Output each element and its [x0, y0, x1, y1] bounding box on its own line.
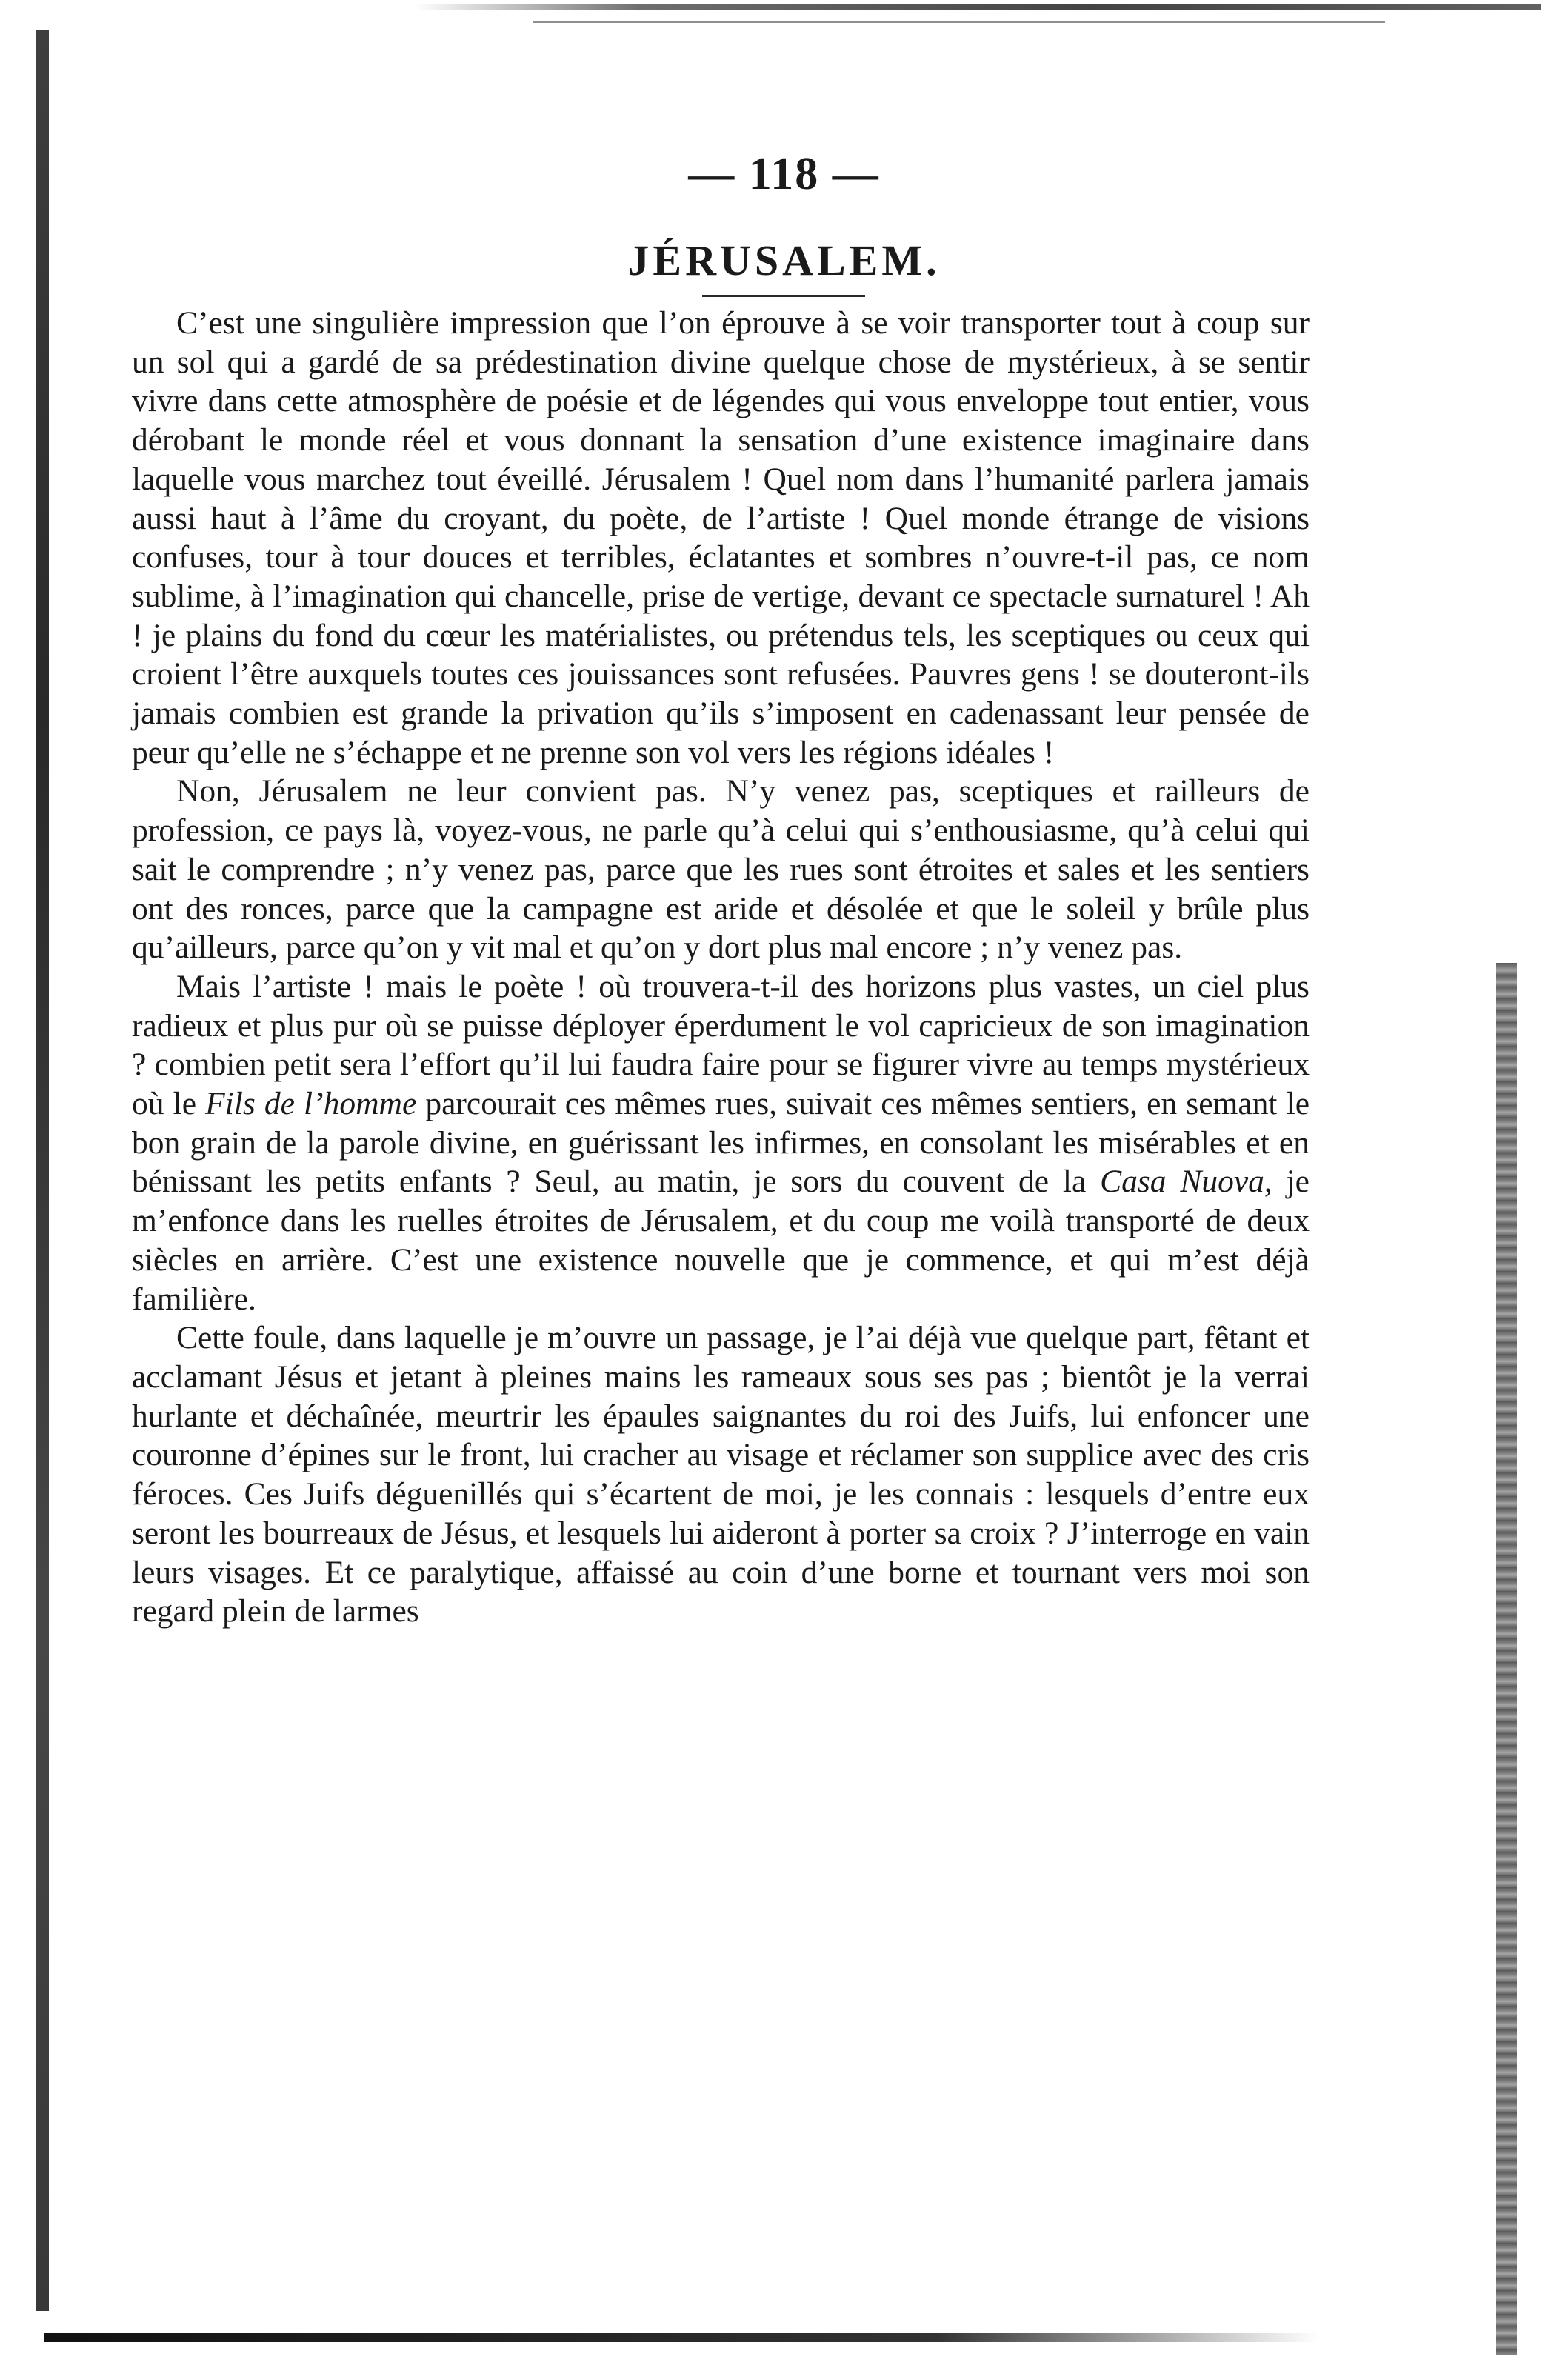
chapter-title: JÉRUSALEM.: [627, 236, 941, 284]
page-number: — 118 —: [688, 149, 880, 199]
paragraph-4: [132, 1318, 1310, 1631]
scan-edge-right: [1496, 963, 1517, 2355]
italic-phrase-fils-de-l-homme: Fils de l’homme: [205, 1086, 417, 1122]
paragraph-text: C’est une singulière impression que l’on éprouve à se voir transporter tout à coup sur un sol qui a gardé de sa prédestination divine quelque chose de mystérieux, à se sentir vivre dans cette atmosphère de poésie et de légendes qui vous enveloppe tout entier, vous dérobant le monde réel et vous donnant la sensation d’une existence imaginaire dans laquelle vous marchez tout éveillé. Jérusalem ! Quel nom dans l’humanité parlera jamais aussi haut à l’âme du croyant, du poète, de l’artiste ! Quel monde étrange de visions confuses, tour à tour douces et terribles, éclatantes et sombres n’ouvre-t-il pas, ce nom sublime, à l’imagination qui chancelle, prise de vertige, devant ce spectacle surnaturel ! Ah ! je plains du fond du cœur les matérialistes, ou prétendus tels, les sceptiques ou ceux qui croient l’être auxquels toutes ces jouissances sont refusées. Pauvres gens ! se douteront-ils jamais combien est grande la privation qu’ils s’imposent en cadenassant leur pensée de peur qu’elle ne s’échappe et ne prenne son vol vers les régions idéales !: [132, 305, 1310, 770]
paragraph-text: , je m’enfonce dans les ruelles étroites de Jérusalem, et du coup me voilà transporté de deux siècles en arrière. C’est une existence nouvelle que je commence, et qui m’est déjà familière.: [132, 1164, 1310, 1317]
body-text: [132, 304, 1310, 1631]
paragraph-text: Mais l’artiste ! mais le poète ! où trouvera-t-il des horizons plus vastes, un ciel plus radieux et plus pur où se puisse déployer éperdument le vol capricieux de son imagination ? combien petit sera l’effort qu’il lui faudra faire pour se figurer vivre au temps mystérieux où le: [132, 968, 1310, 1122]
paragraph-2: [132, 772, 1310, 967]
italic-phrase-casa-nuova: Casa Nuova: [1100, 1164, 1264, 1200]
paragraph-1: [132, 304, 1310, 772]
paragraph-text: Cette foule, dans laquelle je m’ouvre un passage, je l’ai déjà vue quelque part, fêtant et acclamant Jésus et jetant à pleines mains les rameaux sous ses pas ; bientôt je la verrai hurlante et déchaînée, meurtrir les épaules saignantes du roi des Juifs, lui enfoncer une couronne d’épines sur le front, lui cracher au visage et réclamer son supplice avec des cris féroces. Ces Juifs déguenillés qui s’écartent de moi, je les connais : lesquels d’entre eux seront les bourreaux de Jésus, et lesquels lui aideront à porter sa croix ? J’interroge en vain leurs visages. Et ce paralytique, affaissé au coin d’une borne et tournant vers moi son regard plein de larmes: [132, 1320, 1310, 1630]
title-rule: [702, 295, 865, 297]
scan-edge-top: [415, 4, 1541, 10]
paragraph-text: parcourait ces mêmes rues, suivait ces mêmes sentiers, en semant le bon grain de la parole divine, en guérissant les infirmes, en consolant les misérables et en bénissant les petits enfants ? Seul, au matin, je sors du couvent de la: [132, 1086, 1310, 1200]
paragraph-3: [132, 967, 1310, 1318]
scan-edge-bottom: [44, 2333, 1318, 2342]
scan-edge-left: [36, 30, 49, 2311]
paragraph-text: Non, Jérusalem ne leur convient pas. N’y venez pas, sceptiques et railleurs de profession, ce pays là, voyez-vous, ne parle qu’à celui qui s’enthousiasme, qu’à celui qui sait le comprendre ; n’y venez pas, parce que les rues sont étroites et sales et les sentiers ont des ronces, parce que la campagne est aride et désolée et que le soleil y brûle plus qu’ailleurs, parce qu’on y vit mal et qu’on y dort plus mal encore ; n’y venez pas.: [132, 773, 1310, 966]
scan-edge-top-thin: [533, 21, 1385, 23]
